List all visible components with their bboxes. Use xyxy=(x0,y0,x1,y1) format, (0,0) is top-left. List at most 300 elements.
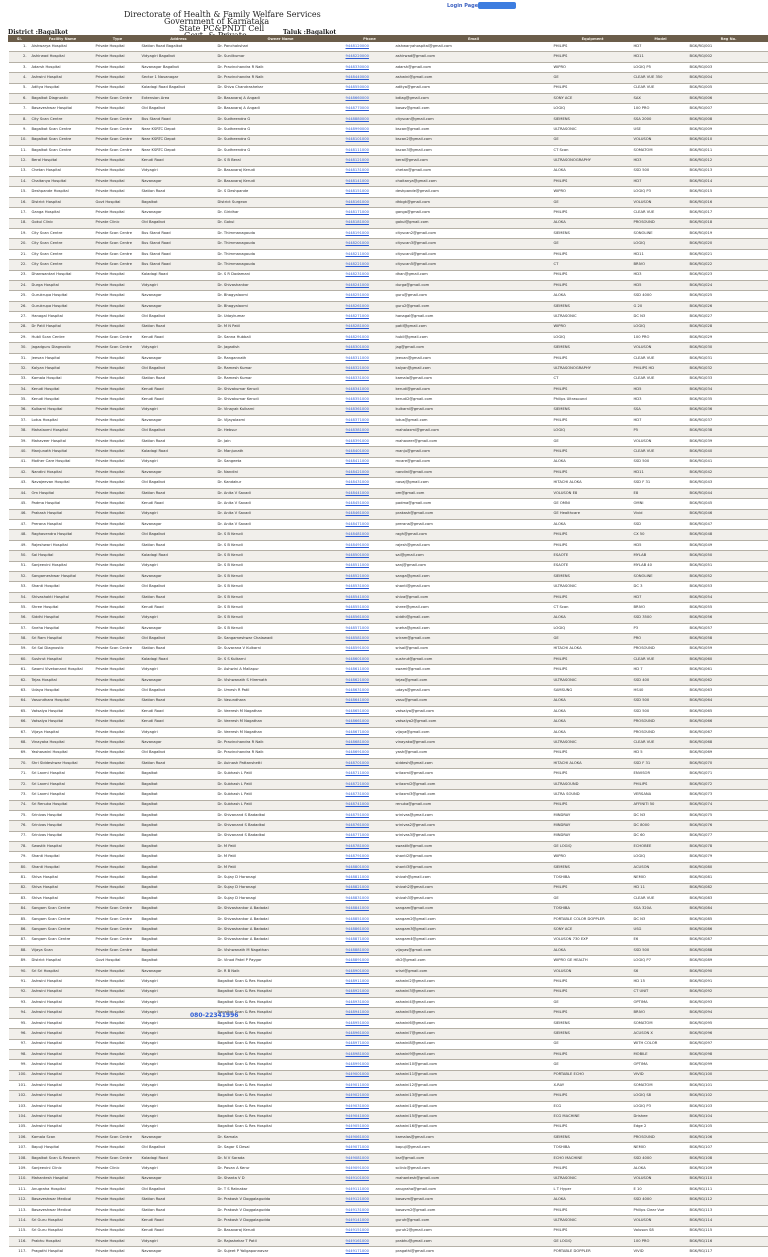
phone-link[interactable]: 9448801000 xyxy=(345,862,395,872)
phone-link[interactable]: 9448911000 xyxy=(345,977,395,987)
facility-type: Private Hospital xyxy=(95,582,141,592)
registration-number: BGK/RG/029 xyxy=(689,332,768,342)
email-cell: vatsalya@gmail.com xyxy=(395,707,553,717)
equipment-name: ALOKA xyxy=(553,727,633,737)
phone-link[interactable]: 9448521000 xyxy=(345,571,395,581)
facility-type: Private Hospital xyxy=(95,104,141,114)
phone-link[interactable]: 9448321000 xyxy=(345,364,395,374)
facility-address: Bagalkot xyxy=(141,790,217,800)
phone-link[interactable]: 9448891000 xyxy=(345,956,395,966)
facility-address: Navanagar xyxy=(141,571,217,581)
phone-link[interactable]: 9448701000 xyxy=(345,758,395,768)
facility-address: Kerudi Road xyxy=(141,384,217,394)
equipment-name: HITACHI ALOKA xyxy=(553,644,633,654)
equipment-name: VOLUSON xyxy=(553,966,633,976)
phone-link[interactable]: 9448981000 xyxy=(345,1049,395,1059)
phone-link[interactable]: 9449141000 xyxy=(345,1216,395,1226)
registration-number: BGK/RG/005 xyxy=(689,83,768,93)
phone-link[interactable]: 9448990000 xyxy=(345,125,395,135)
row-number: 113. xyxy=(9,1205,31,1215)
facility-name: Sangam Scan Centre xyxy=(31,925,95,935)
phone-link[interactable]: 9448641000 xyxy=(345,696,395,706)
phone-link[interactable]: 9448781000 xyxy=(345,842,395,852)
phone-link[interactable]: 9448341000 xyxy=(345,384,395,394)
login-button[interactable] xyxy=(478,2,516,9)
phone-link[interactable]: 9449101000 xyxy=(345,1174,395,1184)
phone-link[interactable]: 9448211000 xyxy=(345,249,395,259)
col-header: Type xyxy=(95,36,141,42)
email-cell: ashwini14@gmail.com xyxy=(395,1101,553,1111)
phone-link[interactable]: 9448861000 xyxy=(345,925,395,935)
registration-number: BGK/RG/106 xyxy=(689,1133,768,1143)
phone-link[interactable]: 9448681000 xyxy=(345,738,395,748)
facility-type: Private Scan Centre xyxy=(95,135,141,145)
row-number: 38. xyxy=(9,426,31,436)
phone-link[interactable]: 9448421000 xyxy=(345,468,395,478)
email-cell: sclinic@gmail.com xyxy=(395,1164,553,1174)
row-number: 108. xyxy=(9,1153,31,1163)
email-cell: ashwini11@gmail.com xyxy=(395,1070,553,1080)
phone-link[interactable]: 9448821000 xyxy=(345,883,395,893)
phone-link[interactable]: 9449161000 xyxy=(345,1236,395,1246)
phone-link[interactable]: 9448291000 xyxy=(345,332,395,342)
facility-name: Chaitanya Hospital xyxy=(31,177,95,187)
facility-type: Private Hospital xyxy=(95,873,141,883)
equipment-name: ALOKA xyxy=(553,1195,633,1205)
table-row xyxy=(9,280,768,290)
row-number: 9. xyxy=(9,125,31,135)
model-name: AFFINITI 50 xyxy=(633,800,689,810)
phone-link[interactable]: 9448201000 xyxy=(345,239,395,249)
facility-type: Private Hospital xyxy=(95,883,141,893)
row-number: 65. xyxy=(9,707,31,717)
phone-link[interactable]: 9448881000 xyxy=(345,945,395,955)
phone-link[interactable]: 9448711000 xyxy=(345,769,395,779)
model-name: PROSOUND xyxy=(633,644,689,654)
facility-name: Ashwini Hospital xyxy=(31,1039,95,1049)
facility-type: Private Hospital xyxy=(95,73,141,83)
phone-link[interactable]: 9448531000 xyxy=(345,582,395,592)
model-name: CLEAR VUE xyxy=(633,374,689,384)
model-name: SSD 4000 xyxy=(633,291,689,301)
page-header xyxy=(0,0,768,34)
facility-address: Bus Stand Road xyxy=(141,249,217,259)
model-name: DC 3 xyxy=(633,582,689,592)
facility-name: Hubli Scan Centre xyxy=(31,332,95,342)
email-cell: srilaxmi@gmail.com xyxy=(395,769,553,779)
email-cell: chaitanya@gmail.com xyxy=(395,177,553,187)
facility-type: Private Scan Centre xyxy=(95,332,141,342)
facility-address: Vidyagiri xyxy=(141,1091,217,1101)
owner-name: Dr. Anita V Savadi xyxy=(217,509,345,519)
phone-link[interactable]: 9448541000 xyxy=(345,592,395,602)
phone-link[interactable]: 9449071000 xyxy=(345,1143,395,1153)
facility-name: City Scan Centre xyxy=(31,239,95,249)
facility-name: Sri Guru Hospital xyxy=(31,1216,95,1226)
phone-link[interactable]: 9448120000 xyxy=(345,42,395,52)
facility-address: Vidyagiri xyxy=(141,727,217,737)
facility-name: Navajeevan Hospital xyxy=(31,478,95,488)
phone-link[interactable]: 9448660000 xyxy=(345,93,395,103)
phone-link[interactable]: 9448871000 xyxy=(345,935,395,945)
email-cell: vijayas@gmail.com xyxy=(395,945,553,955)
phone-link[interactable]: 9449031000 xyxy=(345,1101,395,1111)
phone-link[interactable]: 9448651000 xyxy=(345,707,395,717)
facility-address: Navanagar xyxy=(141,1247,217,1257)
phone-link[interactable]: 9448431000 xyxy=(345,478,395,488)
login-page-link[interactable]: Login Page xyxy=(447,3,478,9)
phone-link[interactable]: 9448231000 xyxy=(345,270,395,280)
facility-address: Bagalkot xyxy=(141,197,217,207)
owner-name: Dr. Sujeet P Yaligaponnavar xyxy=(217,1247,345,1257)
model-name: VOLUSON xyxy=(633,1174,689,1184)
facility-type: Private Scan Centre xyxy=(95,914,141,924)
phone-link[interactable]: 9448241000 xyxy=(345,280,395,290)
model-name: SSD F 31 xyxy=(633,758,689,768)
phone-link[interactable]: 9448451000 xyxy=(345,499,395,509)
phone-link[interactable]: 9448941000 xyxy=(345,1008,395,1018)
registration-number: BGK/RG/087 xyxy=(689,935,768,945)
phone-link[interactable]: 9449021000 xyxy=(345,1091,395,1101)
equipment-name: PHILIPS xyxy=(553,1226,633,1236)
phone-link[interactable]: 9449081000 xyxy=(345,1153,395,1163)
facility-name: Mother Care Hospital xyxy=(31,457,95,467)
model-name: SSA xyxy=(633,405,689,415)
registration-number: BGK/RG/105 xyxy=(689,1122,768,1132)
registration-number: BGK/RG/047 xyxy=(689,519,768,529)
phone-link[interactable]: 9449001000 xyxy=(345,1070,395,1080)
phone-link[interactable]: 9448261000 xyxy=(345,301,395,311)
equipment-name: ALOKA xyxy=(553,218,633,228)
phone-link[interactable]: 9448621000 xyxy=(345,675,395,685)
phone-link[interactable]: 9448391000 xyxy=(345,436,395,446)
phone-link[interactable]: 9448271000 xyxy=(345,312,395,322)
equipment-name: SIEMENS xyxy=(553,1029,633,1039)
phone-link[interactable]: 9448851000 xyxy=(345,914,395,924)
phone-link[interactable]: 9448141000 xyxy=(345,177,395,187)
facility-address: Bagalkot xyxy=(141,852,217,862)
phone-link[interactable]: 9448671000 xyxy=(345,727,395,737)
registration-number: BGK/RG/067 xyxy=(689,727,768,737)
phone-link[interactable]: 9449111000 xyxy=(345,1184,395,1194)
registration-number: BGK/RG/033 xyxy=(689,374,768,384)
owner-name: Dr. Hebsur xyxy=(217,426,345,436)
phone-link[interactable]: 9448311000 xyxy=(345,353,395,363)
registration-number: BGK/RG/066 xyxy=(689,717,768,727)
model-name: HD 5 xyxy=(633,748,689,758)
owner-name: Dr. Sudheendra G xyxy=(217,145,345,155)
owner-name: Dr. Shivanand S Badadkal xyxy=(217,821,345,831)
facility-type: Private Scan Centre xyxy=(95,935,141,945)
model-name: HD3 xyxy=(633,270,689,280)
col-header: Sl. xyxy=(9,36,31,42)
registration-number: BGK/RG/090 xyxy=(689,966,768,976)
facility-name: Kamala Hospital xyxy=(31,374,95,384)
phone-link[interactable]: 9448301000 xyxy=(345,343,395,353)
facility-type: Private Hospital xyxy=(95,509,141,519)
registration-number: BGK/RG/006 xyxy=(689,93,768,103)
owner-name: Bagalkot Scan & Res Hospital xyxy=(217,1018,345,1028)
registration-number: BGK/RG/059 xyxy=(689,644,768,654)
row-number: 12. xyxy=(9,156,31,166)
phone-link[interactable]: 9448770000 xyxy=(345,104,395,114)
facility-name: Mahaveer Hospital xyxy=(31,436,95,446)
email-cell: prakash@gmail.com xyxy=(395,509,553,519)
phone-link[interactable]: 9449121000 xyxy=(345,1195,395,1205)
owner-name: Dr. M N Patil xyxy=(217,322,345,332)
phone-link[interactable]: 9448561000 xyxy=(345,613,395,623)
table-row xyxy=(9,842,768,852)
phone-link[interactable]: 9449011000 xyxy=(345,1081,395,1091)
phone-link[interactable]: 9449171000 xyxy=(345,1247,395,1257)
table-row xyxy=(9,623,768,633)
model-name: SSD 500 xyxy=(633,707,689,717)
table-row xyxy=(9,1153,768,1163)
phone-link[interactable]: 9448481000 xyxy=(345,530,395,540)
phone-link[interactable]: 9448880000 xyxy=(345,114,395,124)
equipment-name: SIEMENS xyxy=(553,114,633,124)
phone-link[interactable]: 9448951000 xyxy=(345,1018,395,1028)
phone-link[interactable]: 9448331000 xyxy=(345,374,395,384)
phone-link[interactable]: 9449061000 xyxy=(345,1133,395,1143)
phone-link[interactable]: 9448221000 xyxy=(345,260,395,270)
facility-type: Private Hospital xyxy=(95,426,141,436)
facility-type: Private Scan Centre xyxy=(95,145,141,155)
facility-name: Tejas Hospital xyxy=(31,675,95,685)
facility-name: Sai Hospital xyxy=(31,551,95,561)
row-number: 76. xyxy=(9,821,31,831)
facility-type: Private Hospital xyxy=(95,1216,141,1226)
phone-link[interactable]: 9449041000 xyxy=(345,1112,395,1122)
phone-link[interactable]: 9448591000 xyxy=(345,644,395,654)
email-cell: sriram@gmail.com xyxy=(395,634,553,644)
phone-link[interactable]: 9448721000 xyxy=(345,779,395,789)
facility-address: Navanagar xyxy=(141,623,217,633)
phone-link[interactable]: 9448741000 xyxy=(345,800,395,810)
facility-name: Vatsalya Hospital xyxy=(31,717,95,727)
model-name: P3 xyxy=(633,623,689,633)
facility-name: Shivashakti Hospital xyxy=(31,592,95,602)
phone-link[interactable]: 9448581000 xyxy=(345,634,395,644)
email-cell: shanti@gmail.com xyxy=(395,582,553,592)
facility-address: Vidyagiri Bagalkot xyxy=(141,52,217,62)
phone-link[interactable]: 9448811000 xyxy=(345,873,395,883)
phone-link[interactable]: 9448921000 xyxy=(345,987,395,997)
equipment-name: SIEMENS xyxy=(553,301,633,311)
row-number: 55. xyxy=(9,603,31,613)
owner-name: Dr. Giridhar xyxy=(217,208,345,218)
facility-name: Shri Siddeshwar Hospital xyxy=(31,758,95,768)
table-row xyxy=(9,145,768,155)
email-cell: ashwini6@gmail.com xyxy=(395,1018,553,1028)
phone-link[interactable]: 9448101000 xyxy=(345,135,395,145)
phone-link[interactable]: 9448731000 xyxy=(345,790,395,800)
table-row xyxy=(9,571,768,581)
equipment-name: GE xyxy=(553,634,633,644)
email-cell: kamalas@gmail.com xyxy=(395,1133,553,1143)
registration-number: BGK/RG/071 xyxy=(689,769,768,779)
table-row xyxy=(9,582,768,592)
facility-name: Sanjeevini Hospital xyxy=(31,561,95,571)
facility-type: Private Hospital xyxy=(95,166,141,176)
facility-type: Private Hospital xyxy=(95,322,141,332)
phone-link[interactable]: 9448251000 xyxy=(345,291,395,301)
phone-link[interactable]: 9448440000 xyxy=(345,73,395,83)
title-line: Government of Karnataka xyxy=(124,18,414,25)
facility-address: Station Road xyxy=(141,374,217,384)
phone-link[interactable]: 9448191000 xyxy=(345,229,395,239)
phone-link[interactable]: 9448550000 xyxy=(345,83,395,93)
facility-type: Private Hospital xyxy=(95,447,141,457)
phone-link[interactable]: 9448491000 xyxy=(345,540,395,550)
footer-phone[interactable]: 080-22341996 xyxy=(190,1012,238,1019)
model-name: E 10 xyxy=(633,1184,689,1194)
phone-link[interactable]: 9448991000 xyxy=(345,1060,395,1070)
table-row xyxy=(9,613,768,623)
phone-link[interactable]: 9448151000 xyxy=(345,187,395,197)
equipment-name: SIEMENS xyxy=(553,571,633,581)
table-row xyxy=(9,977,768,987)
phone-link[interactable]: 9448751000 xyxy=(345,810,395,820)
phone-link[interactable]: 9448161000 xyxy=(345,197,395,207)
equipment-name: PORTABLE DOPPLER xyxy=(553,1247,633,1257)
phone-link[interactable]: 9448961000 xyxy=(345,1029,395,1039)
facility-name: Lotus Hospital xyxy=(31,416,95,426)
phone-link[interactable]: 9448171000 xyxy=(345,208,395,218)
model-name: SOMATOM xyxy=(633,1018,689,1028)
model-name: BRIVO xyxy=(633,1008,689,1018)
row-number: 84. xyxy=(9,904,31,914)
phone-link[interactable]: 9448791000 xyxy=(345,852,395,862)
table-row xyxy=(9,665,768,675)
model-name: SSD F 31 xyxy=(633,478,689,488)
facility-type: Private Hospital xyxy=(95,852,141,862)
phone-link[interactable]: 9448281000 xyxy=(345,322,395,332)
model-name: DC N3 xyxy=(633,810,689,820)
phone-link[interactable]: 9448121000 xyxy=(345,156,395,166)
registration-number: BGK/RG/041 xyxy=(689,457,768,467)
email-cell: cityscan@gmail.com xyxy=(395,114,553,124)
owner-name: Bagalkot Scan & Res Hospital xyxy=(217,1049,345,1059)
phone-link[interactable]: 9448471000 xyxy=(345,519,395,529)
model-name: SSA 320A xyxy=(633,904,689,914)
table-row xyxy=(9,52,768,62)
email-cell: lotus@gmail.com xyxy=(395,416,553,426)
owner-name: Dr. Pravinchandra R Naik xyxy=(217,73,345,83)
table-body xyxy=(9,42,768,1257)
equipment-name: ULTRASONIC xyxy=(553,312,633,322)
phone-link[interactable]: 9448220000 xyxy=(345,52,395,62)
phone-link[interactable]: 9448601000 xyxy=(345,655,395,665)
row-number: 69. xyxy=(9,748,31,758)
equipment-name: PHILIPS xyxy=(553,665,633,675)
model-name: VERSANA xyxy=(633,790,689,800)
phone-link[interactable]: 9448551000 xyxy=(345,603,395,613)
phone-link[interactable]: 9448501000 xyxy=(345,551,395,561)
phone-link[interactable]: 9448111000 xyxy=(345,145,395,155)
equipment-name: PHILIPS xyxy=(553,42,633,52)
phone-link[interactable]: 9448841000 xyxy=(345,904,395,914)
facility-address: Old Bagalkot xyxy=(141,1184,217,1194)
phone-link[interactable]: 9448971000 xyxy=(345,1039,395,1049)
facility-address: Navanagar xyxy=(141,208,217,218)
facility-name: Basaveshwar Hospital xyxy=(31,104,95,114)
phone-link[interactable]: 9448831000 xyxy=(345,894,395,904)
phone-link[interactable]: 9449131000 xyxy=(345,1205,395,1215)
phone-link[interactable]: 9448901000 xyxy=(345,966,395,976)
phone-link[interactable]: 9448361000 xyxy=(345,405,395,415)
phone-link[interactable]: 9448381000 xyxy=(345,426,395,436)
phone-link[interactable]: 9448461000 xyxy=(345,509,395,519)
row-number: 40. xyxy=(9,447,31,457)
facility-address: Bagalkot xyxy=(141,873,217,883)
phone-link[interactable]: 9448351000 xyxy=(345,395,395,405)
registration-number: BGK/RG/015 xyxy=(689,187,768,197)
row-number: 114. xyxy=(9,1216,31,1226)
phone-link[interactable]: 9448631000 xyxy=(345,686,395,696)
facility-name: District Hospital xyxy=(31,197,95,207)
registration-number: BGK/RG/057 xyxy=(689,623,768,633)
facility-address: Navanagar xyxy=(141,519,217,529)
phone-link[interactable]: 9448761000 xyxy=(345,821,395,831)
facility-type: Private Hospital xyxy=(95,364,141,374)
facility-name: Vijaya Hospital xyxy=(31,727,95,737)
owner-name: Dr. Vinod Patel P Paygar xyxy=(217,956,345,966)
email-cell: srinivas2@gmail.com xyxy=(395,821,553,831)
model-name: WITH COLOR xyxy=(633,1039,689,1049)
phone-link[interactable]: 9448511000 xyxy=(345,561,395,571)
phone-link[interactable]: 9448661000 xyxy=(345,717,395,727)
phone-link[interactable]: 9449151000 xyxy=(345,1226,395,1236)
facility-type: Private Hospital xyxy=(95,997,141,1007)
row-number: 106. xyxy=(9,1133,31,1143)
phone-link[interactable]: 9448131000 xyxy=(345,166,395,176)
equipment-name: PHILIPS xyxy=(553,468,633,478)
equipment-name: GE xyxy=(553,997,633,1007)
owner-name: Dr. Umesh R Patil xyxy=(217,686,345,696)
phone-link[interactable]: 9448611000 xyxy=(345,665,395,675)
facility-address: Station Road xyxy=(141,1205,217,1215)
phone-link[interactable]: 9448691000 xyxy=(345,748,395,758)
equipment-name: PHILIPS xyxy=(553,769,633,779)
facility-name: Bagalkot Diagnostic xyxy=(31,93,95,103)
facility-type: Private Hospital xyxy=(95,707,141,717)
phone-link[interactable]: 9448771000 xyxy=(345,831,395,841)
phone-link[interactable]: 9448181000 xyxy=(345,218,395,228)
phone-link[interactable]: 9448931000 xyxy=(345,997,395,1007)
phone-link[interactable]: 9448330000 xyxy=(345,62,395,72)
phone-link[interactable]: 9448371000 xyxy=(345,416,395,426)
equipment-name: PHILIPS xyxy=(553,592,633,602)
phone-link[interactable]: 9449091000 xyxy=(345,1164,395,1174)
email-cell: cityscan4@gmail.com xyxy=(395,249,553,259)
row-number: 53. xyxy=(9,582,31,592)
table-row xyxy=(9,1133,768,1143)
email-cell: guruh2@gmail.com xyxy=(395,1226,553,1236)
facility-type: Private Hospital xyxy=(95,1205,141,1215)
owner-name: Dr. S S Kulkarni xyxy=(217,655,345,665)
equipment-name: MINDRAY xyxy=(553,810,633,820)
phone-link[interactable]: 9448401000 xyxy=(345,447,395,457)
phone-link[interactable]: 9448411000 xyxy=(345,457,395,467)
equipment-name: ECHO MACHINE xyxy=(553,1153,633,1163)
phone-link[interactable]: 9448571000 xyxy=(345,623,395,633)
equipment-name: LOGIQ xyxy=(553,426,633,436)
owner-name: Dr. Anita V Savadi xyxy=(217,499,345,509)
phone-link[interactable]: 9449051000 xyxy=(345,1122,395,1132)
table-row xyxy=(9,135,768,145)
phone-link[interactable]: 9448441000 xyxy=(345,488,395,498)
